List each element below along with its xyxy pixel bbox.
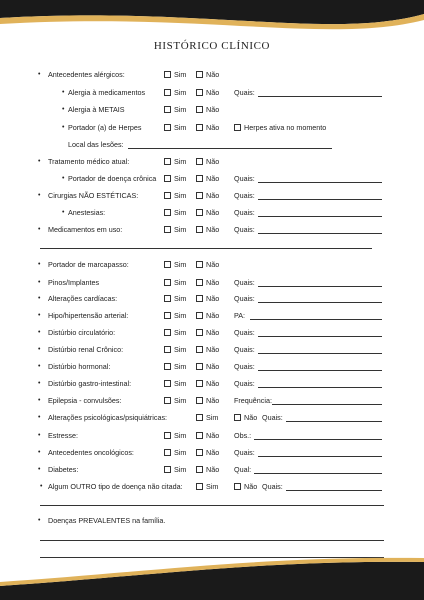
bullet: • xyxy=(38,71,41,78)
option-sim[interactable]: Sim xyxy=(164,87,186,99)
label-diabetes: Diabetes: xyxy=(48,465,79,474)
label-renal: Distúrbio renal Crônico: xyxy=(48,345,124,354)
bullet: • xyxy=(40,483,43,490)
label-quais: Quais: xyxy=(234,294,255,303)
label-doenca-cronica: Portador de doença crônica xyxy=(68,174,157,183)
answer-line[interactable] xyxy=(40,540,384,541)
checkbox-icon[interactable] xyxy=(196,380,203,387)
option-nao[interactable]: Não xyxy=(196,277,219,289)
bullet: • xyxy=(38,449,41,456)
checkbox-icon[interactable] xyxy=(196,279,203,286)
checkbox-icon[interactable] xyxy=(164,71,171,78)
label-pa: PA: xyxy=(234,311,246,320)
bullet: • xyxy=(38,517,41,524)
checkbox-icon[interactable] xyxy=(196,226,203,233)
row-portador-herpes xyxy=(0,122,424,134)
option-sim[interactable]: Sim xyxy=(196,412,218,424)
label-hormonal: Distúrbio hormonal: xyxy=(48,362,111,371)
checkbox-icon[interactable] xyxy=(196,124,203,131)
checkbox-icon[interactable] xyxy=(234,414,241,421)
answer-line[interactable] xyxy=(250,319,382,320)
footer-decoration xyxy=(0,556,424,600)
bullet: • xyxy=(62,124,65,131)
option-sim[interactable]: Sim xyxy=(164,310,186,322)
answer-line[interactable] xyxy=(128,148,332,149)
option-sim[interactable]: Sim xyxy=(164,190,186,202)
bullet: • xyxy=(62,106,65,113)
checkbox-icon[interactable] xyxy=(164,432,171,439)
row-cirurgias xyxy=(0,190,424,202)
checkbox-icon[interactable] xyxy=(164,175,171,182)
label-hipertensao: Hipo/hipertensão arterial: xyxy=(48,311,129,320)
label-quais: Quais: xyxy=(234,379,255,388)
checkbox-icon[interactable] xyxy=(196,363,203,370)
header-decoration xyxy=(0,0,424,42)
bullet: • xyxy=(62,209,65,216)
option-nao[interactable]: Não xyxy=(196,190,219,202)
bullet: • xyxy=(38,397,41,404)
option-nao[interactable]: Não xyxy=(196,293,219,305)
label-quais: Quais: xyxy=(262,482,283,491)
checkbox-icon[interactable] xyxy=(196,261,203,268)
checkbox-icon[interactable] xyxy=(164,89,171,96)
label-tratamento-medico: Tratamento médico atual: xyxy=(48,157,130,166)
label-cirurgias: Cirurgias NÃO ESTÉTICAS: xyxy=(48,191,139,200)
answer-line[interactable] xyxy=(40,505,384,506)
option-nao[interactable]: Não xyxy=(196,344,219,356)
row-alergia-metais xyxy=(0,104,424,116)
bullet: • xyxy=(38,226,41,233)
label-local-lesoes: Local das lesões: xyxy=(68,140,124,149)
answer-line[interactable] xyxy=(258,370,382,371)
checkbox-icon[interactable] xyxy=(234,124,241,131)
bullet: • xyxy=(38,363,41,370)
row-renal xyxy=(0,344,424,356)
option-sim[interactable]: Sim xyxy=(164,277,186,289)
bullet: • xyxy=(38,279,41,286)
bullet: • xyxy=(38,329,41,336)
answer-line[interactable] xyxy=(258,286,382,287)
label-outro: Algum OUTRO tipo de doença não citada: xyxy=(48,482,183,491)
checkbox-icon[interactable] xyxy=(196,71,203,78)
bullet: • xyxy=(38,346,41,353)
checkbox-icon[interactable] xyxy=(164,192,171,199)
checkbox-icon[interactable] xyxy=(164,261,171,268)
option-sim[interactable]: Sim xyxy=(164,259,186,271)
option-sim[interactable]: Sim xyxy=(164,69,186,81)
option-sim[interactable]: Sim xyxy=(196,481,218,493)
answer-line[interactable] xyxy=(258,456,382,457)
label-pinos: Pinos/Implantes xyxy=(48,278,100,287)
checkbox-icon[interactable] xyxy=(196,346,203,353)
label-medicamentos: Medicamentos em uso: xyxy=(48,225,123,234)
row-prevalentes xyxy=(0,515,424,527)
row-local-lesoes xyxy=(0,139,424,151)
option-sim[interactable]: Sim xyxy=(164,430,186,442)
bullet: • xyxy=(38,414,41,421)
checkbox-icon[interactable] xyxy=(164,449,171,456)
answer-line[interactable] xyxy=(254,473,382,474)
option-nao[interactable]: Não xyxy=(196,173,219,185)
answer-line[interactable] xyxy=(286,490,382,491)
option-nao[interactable]: Não xyxy=(196,327,219,339)
option-nao[interactable]: Não xyxy=(196,156,219,168)
answer-line[interactable] xyxy=(254,439,382,440)
label-quais: Quais: xyxy=(262,413,283,422)
label-alergia-medicamentos: Alergia à medicamentos xyxy=(68,88,146,97)
checkbox-icon[interactable] xyxy=(164,106,171,113)
answer-line[interactable] xyxy=(286,421,382,422)
checkbox-icon[interactable] xyxy=(164,363,171,370)
row-cardiacas xyxy=(0,293,424,305)
label-quais: Quais: xyxy=(234,174,255,183)
option-sim[interactable]: Sim xyxy=(164,293,186,305)
checkbox-icon[interactable] xyxy=(196,192,203,199)
checkbox-icon[interactable] xyxy=(164,295,171,302)
checkbox-icon[interactable] xyxy=(196,329,203,336)
checkbox-icon[interactable] xyxy=(164,312,171,319)
checkbox-icon[interactable] xyxy=(196,89,203,96)
checkbox-icon[interactable] xyxy=(196,483,203,490)
bullet: • xyxy=(38,192,41,199)
answer-line[interactable] xyxy=(40,248,372,249)
row-hormonal xyxy=(0,361,424,373)
label-portador-herpes: Portador (a) de Herpes xyxy=(68,123,142,132)
option-nao[interactable]: Não xyxy=(196,310,219,322)
bullet: • xyxy=(38,432,41,439)
label-obs: Obs.: xyxy=(234,431,252,440)
option-nao[interactable]: Não xyxy=(234,412,257,424)
label-alergia-metais: Alergia à METAIS xyxy=(68,105,125,114)
label-epilepsia: Epilepsia - convulsões: xyxy=(48,396,122,405)
checkbox-icon[interactable] xyxy=(196,432,203,439)
option-nao[interactable]: Não xyxy=(196,69,219,81)
option-nao[interactable]: Não xyxy=(196,464,219,476)
checkbox-icon[interactable] xyxy=(196,106,203,113)
label-prevalentes: Doenças PREVALENTES na família. xyxy=(48,516,166,525)
label-frequencia: Frequência: xyxy=(234,396,272,405)
row-circulatorio xyxy=(0,327,424,339)
option-nao[interactable]: Não xyxy=(196,207,219,219)
answer-line[interactable] xyxy=(258,387,382,388)
option-nao[interactable]: Não xyxy=(196,122,219,134)
label-oncologicos: Antecedentes oncológicos: xyxy=(48,448,134,457)
row-gastro xyxy=(0,378,424,390)
option-sim[interactable]: Sim xyxy=(164,344,186,356)
checkbox-icon[interactable] xyxy=(164,397,171,404)
checkbox-icon[interactable] xyxy=(196,397,203,404)
checkbox-icon[interactable] xyxy=(196,295,203,302)
row-doenca-cronica xyxy=(0,173,424,185)
label-quais: Quais: xyxy=(234,278,255,287)
option-sim[interactable]: Sim xyxy=(164,378,186,390)
label-quais: Quais: xyxy=(234,88,255,97)
row-medicamentos xyxy=(0,224,424,236)
label-quais: Quais: xyxy=(234,191,255,200)
answer-line[interactable] xyxy=(258,336,382,337)
label-quais: Quais: xyxy=(234,328,255,337)
option-nao[interactable]: Não xyxy=(196,395,219,407)
checkbox-icon[interactable] xyxy=(196,175,203,182)
option-sim[interactable]: Sim xyxy=(164,464,186,476)
checkbox-icon[interactable] xyxy=(196,414,203,421)
option-sim[interactable]: Sim xyxy=(164,327,186,339)
option-sim[interactable]: Sim xyxy=(164,395,186,407)
checkbox-icon[interactable] xyxy=(196,209,203,216)
option-sim[interactable]: Sim xyxy=(164,122,186,134)
option-nao[interactable]: Não xyxy=(196,104,219,116)
option-nao[interactable]: Não xyxy=(196,378,219,390)
row-anestesias xyxy=(0,207,424,219)
bullet: • xyxy=(62,89,65,96)
option-nao[interactable]: Não xyxy=(196,259,219,271)
label-psicologicas: Alterações psicológicas/psiquiátricas: xyxy=(48,413,168,422)
option-sim[interactable]: Sim xyxy=(164,224,186,236)
option-sim[interactable]: Sim xyxy=(164,173,186,185)
answer-line[interactable] xyxy=(272,404,382,405)
bullet: • xyxy=(38,261,41,268)
answer-line[interactable] xyxy=(258,216,382,217)
checkbox-icon[interactable] xyxy=(164,329,171,336)
row-epilepsia xyxy=(0,395,424,407)
row-marcapasso xyxy=(0,259,424,271)
checkbox-icon[interactable] xyxy=(164,380,171,387)
checkbox-icon[interactable] xyxy=(196,466,203,473)
answer-line[interactable] xyxy=(258,233,382,234)
label-cardiacas: Alterações cardíacas: xyxy=(48,294,118,303)
option-nao[interactable]: Não xyxy=(196,224,219,236)
label-qual: Qual: xyxy=(234,465,252,474)
checkbox-icon[interactable] xyxy=(234,483,241,490)
row-alergia-medicamentos xyxy=(0,87,424,99)
checkbox-icon[interactable] xyxy=(196,312,203,319)
label-quais: Quais: xyxy=(234,208,255,217)
option-nao[interactable]: Não xyxy=(234,481,257,493)
checkbox-icon[interactable] xyxy=(164,209,171,216)
answer-line[interactable] xyxy=(258,96,382,97)
option-nao[interactable]: Não xyxy=(196,361,219,373)
answer-line[interactable] xyxy=(258,182,382,183)
checkbox-icon[interactable] xyxy=(164,279,171,286)
option-sim[interactable]: Sim xyxy=(164,207,186,219)
label-quais: Quais: xyxy=(234,362,255,371)
checkbox-icon[interactable] xyxy=(196,158,203,165)
bullet: • xyxy=(38,158,41,165)
bullet: • xyxy=(38,380,41,387)
option-nao[interactable]: Não xyxy=(196,87,219,99)
row-diabetes xyxy=(0,464,424,476)
option-sim[interactable]: Sim xyxy=(164,104,186,116)
label-quais: Quais: xyxy=(234,225,255,234)
row-pinos xyxy=(0,277,424,289)
checkbox-icon[interactable] xyxy=(164,158,171,165)
row-antecedentes-alergicos xyxy=(0,69,424,81)
option-nao[interactable]: Não xyxy=(196,447,219,459)
page-title: HISTÓRICO CLÍNICO xyxy=(153,40,271,52)
option-sim[interactable]: Sim xyxy=(164,156,186,168)
row-outro xyxy=(0,481,424,493)
label-estresse: Estresse: xyxy=(48,431,78,440)
checkbox-icon[interactable] xyxy=(164,124,171,131)
checkbox-icon[interactable] xyxy=(164,466,171,473)
bullet: • xyxy=(62,175,65,182)
bullet: • xyxy=(38,312,41,319)
label-quais: Quais: xyxy=(234,448,255,457)
answer-line[interactable] xyxy=(258,302,382,303)
option-sim[interactable]: Sim xyxy=(164,361,186,373)
option-nao[interactable]: Não xyxy=(196,430,219,442)
label-antecedentes-alergicos: Antecedentes alérgicos: xyxy=(48,70,125,79)
row-estresse xyxy=(0,430,424,442)
answer-line[interactable] xyxy=(258,199,382,200)
bullet: • xyxy=(38,295,41,302)
label-quais: Quais: xyxy=(234,345,255,354)
row-oncologicos xyxy=(0,447,424,459)
label-marcapasso: Portador de marcapasso: xyxy=(48,260,129,269)
checkbox-icon[interactable] xyxy=(196,449,203,456)
row-hipertensao xyxy=(0,310,424,322)
row-tratamento-medico xyxy=(0,156,424,168)
label-gastro: Distúrbio gastro-intestinal: xyxy=(48,379,132,388)
answer-line[interactable] xyxy=(258,353,382,354)
label-anestesias: Anestesias: xyxy=(68,208,106,217)
row-psicologicas xyxy=(0,412,424,424)
checkbox-icon[interactable] xyxy=(164,346,171,353)
checkbox-icon[interactable] xyxy=(164,226,171,233)
option-herpes-ativa[interactable]: Herpes ativa no momento xyxy=(234,122,326,134)
option-sim[interactable]: Sim xyxy=(164,447,186,459)
bullet: • xyxy=(38,466,41,473)
label-circulatorio: Distúrbio circulatório: xyxy=(48,328,116,337)
